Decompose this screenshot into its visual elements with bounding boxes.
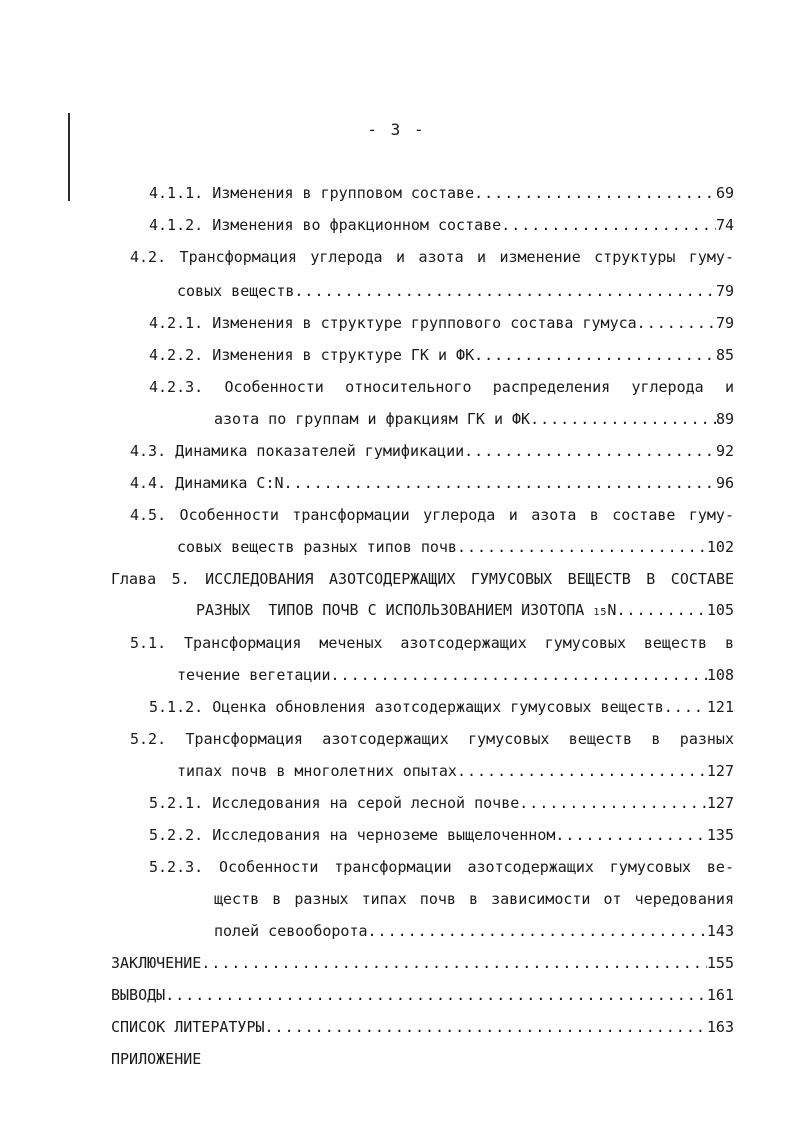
toc-entry-continuation: ществ в разных типах почв в зависимости от чередования [214,890,734,908]
toc-entry-references: СПИСОК ЛИТЕРАТУРЫ ..... 163 [111,1016,734,1038]
page-number: - 3 - [367,120,426,139]
toc-page-number: 74 [715,216,734,234]
toc-page-number: 135 [706,826,734,844]
toc-entry: 5.1. Трансформация меченых азотсодержащих гумусовых веществ в [130,634,734,652]
toc-page-number: 108 [706,666,734,684]
toc-entry-continuation: совых веществ ..... 79 [177,280,734,302]
toc-entry: 4.2.1. Изменения в структуре группового состава гумуса ..... 79 [149,312,734,334]
toc-entry: 5.2.1. Исследования на серой лесной почве ..... 127 [149,792,734,814]
toc-page-number: 79 [715,314,734,332]
toc-entry: 4.3. Динамика показателей гумификации ..... 92 [130,440,734,462]
toc-entry-conclusion: ЗАКЛЮЧЕНИЕ ..... 155 [111,952,734,974]
toc-entry: 4.1.2. Изменения во фракционном составе ..... 74 [149,214,734,236]
toc-entry: 4.1.1. Изменения в групповом составе ..... 69 [149,182,734,204]
toc-page-number: 121 [706,698,734,716]
toc-page-number: 85 [715,346,734,364]
toc-entry-continuation: течение вегетации ..... 108 [177,664,734,686]
toc-entry-continuation: совых веществ разных типов почв ..... 102 [177,536,734,558]
toc-page-number: 79 [715,282,734,300]
toc-page-number: 69 [715,184,734,202]
toc-page-number: 163 [706,1018,734,1036]
toc-entry: 5.2.2. Исследования на черноземе выщелоченном ..... 135 [149,824,734,846]
toc-page-number: 127 [706,794,734,812]
isotope-symbol: N [607,601,617,619]
toc-page-number: 155 [706,954,734,972]
toc-entry: 4.2.2. Изменения в структуре ГК и ФК ..... 85 [149,344,734,366]
toc-page-number: 89 [715,410,734,428]
toc-entry: 4.4. Динамика C:N ..... 96 [130,472,734,494]
toc-page-number: 92 [715,442,734,460]
toc-entry-continuation: типах почв в многолетних опытах ..... 127 [177,760,734,782]
toc-entry-findings: ВЫВОДЫ ..... 161 [111,984,734,1006]
isotope-mass-number: 15 [593,607,608,618]
toc-entry: 4.2. Трансформация углерода и азота и изменение структуры гуму- [130,248,734,266]
toc-entry: 5.2.3. Особенности трансформации азотсодержащих гумусовых ве- [149,858,734,876]
toc-page-number: 161 [706,986,734,1004]
toc-entry: 4.5. Особенности трансформации углерода и азота в составе гуму- [130,506,734,524]
toc-entry: 4.2.3. Особенности относительного распределения углерода и [149,378,734,396]
toc-page-number: 105 [706,601,734,619]
toc-page-number: 102 [706,538,734,556]
toc-entry: 5.1.2. Оценка обновления азотсодержащих гумусовых веществ ..... 121 [149,696,734,718]
toc-entry-appendix: ПРИЛОЖЕНИЕ [111,1050,202,1068]
toc-entry-continuation: азота по группам и фракциям ГК и ФК ..... 89 [214,408,734,430]
toc-page-number: 96 [715,474,734,492]
toc-page-number: 143 [706,922,734,940]
toc-entry-continuation: полей севооборота ..... 143 [214,920,734,942]
toc-page-number: 127 [706,762,734,780]
chapter-heading: Глава 5. ИССЛЕДОВАНИЯ АЗОТСОДЕРЖАЩИХ ГУМУСОВЫХ ВЕЩЕСТВ В СОСТАВЕ [111,570,734,588]
toc-entry: 5.2. Трансформация азотсодержащих гумусовых веществ в разных [130,730,734,748]
chapter-heading-continuation: РАЗНЫХ ТИПОВ ПОЧВ С ИСПОЛЬЗОВАНИЕМ ИЗОТОПА $_{15}$ N ..... 105 [196,599,734,621]
